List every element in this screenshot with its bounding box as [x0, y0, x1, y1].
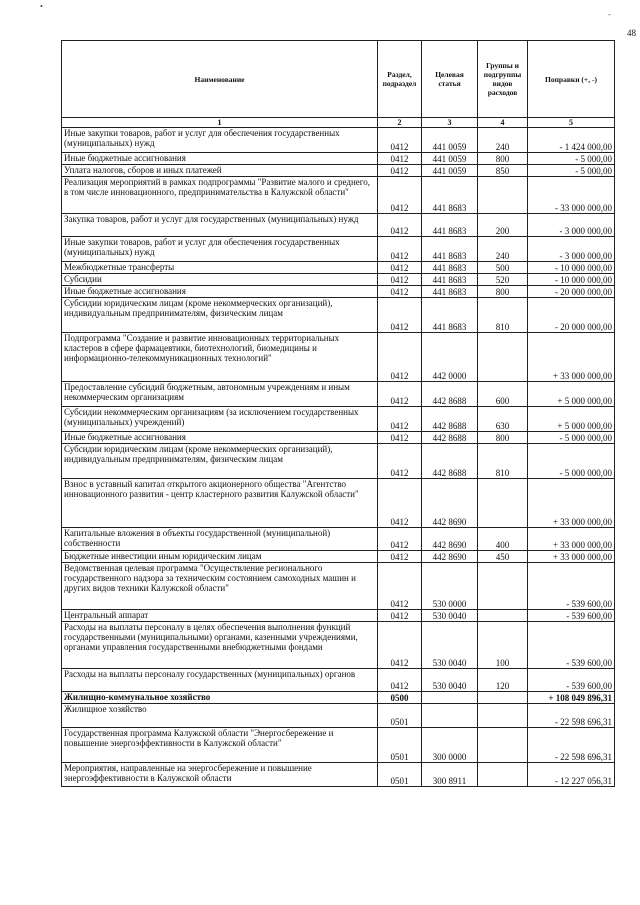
cell-name: Субсидии: [62, 274, 378, 286]
column-number: 3: [422, 118, 478, 128]
cell-name: Взнос в уставный капитал открытого акционерного общества "Агентство инновационного развития - центр кластерного развития Калужской области": [62, 479, 378, 528]
cell-group: 600: [478, 382, 528, 407]
cell-group: 200: [478, 214, 528, 237]
cell-amount: - 539 600,00: [528, 669, 615, 692]
table-row: [62, 763, 615, 787]
cell-article: 441 8683: [422, 237, 478, 262]
cell-name: Субсидии некоммерческим организациям (за исключением государственных (муниципальных) учреждений): [62, 407, 378, 432]
cell-article: 441 8683: [422, 262, 478, 274]
table-row: [62, 153, 615, 165]
cell-article: 441 0059: [422, 165, 478, 177]
cell-amount: + 33 000 000,00: [528, 551, 615, 563]
cell-article: 442 8690: [422, 551, 478, 563]
cell-group: [478, 610, 528, 622]
cell-section: 0412: [378, 153, 422, 165]
cell-article: 530 0040: [422, 610, 478, 622]
table-row: [62, 237, 615, 262]
cell-amount: + 33 000 000,00: [528, 479, 615, 528]
cell-section: 0412: [378, 237, 422, 262]
table-row: [62, 563, 615, 610]
table-row: [62, 692, 615, 704]
cell-group: [478, 177, 528, 214]
cell-name: Бюджетные инвестиции иным юридическим лицам: [62, 551, 378, 563]
column-number-row: [62, 118, 615, 128]
cell-group: [478, 704, 528, 728]
cell-name: Субсидии юридическим лицам (кроме некоммерческих организаций), индивидуальным предпринимателям, физическим лицам: [62, 298, 378, 333]
cell-article: 441 0059: [422, 153, 478, 165]
cell-article: 441 8683: [422, 298, 478, 333]
cell-section: 0412: [378, 444, 422, 479]
cell-article: 300 0000: [422, 728, 478, 763]
cell-section: 0412: [378, 286, 422, 298]
page-number: 48: [627, 28, 636, 38]
cell-group: 810: [478, 444, 528, 479]
table-row: [62, 274, 615, 286]
cell-article: 300 8911: [422, 763, 478, 787]
cell-amount: - 5 000 000,00: [528, 432, 615, 444]
table-row: [62, 333, 615, 382]
table-row: [62, 432, 615, 444]
cell-amount: - 3 000 000,00: [528, 237, 615, 262]
cell-group: 520: [478, 274, 528, 286]
cell-article: 530 0040: [422, 669, 478, 692]
cell-section: 0412: [378, 622, 422, 669]
cell-amount: - 10 000 000,00: [528, 274, 615, 286]
cell-amount: + 33 000 000,00: [528, 528, 615, 551]
cell-name: Межбюджетные трансферты: [62, 262, 378, 274]
column-number: 2: [378, 118, 422, 128]
cell-amount: - 1 424 000,00: [528, 128, 615, 153]
cell-article: 441 8683: [422, 274, 478, 286]
cell-amount: - 10 000 000,00: [528, 262, 615, 274]
table-row: [62, 479, 615, 528]
cell-amount: - 539 600,00: [528, 622, 615, 669]
cell-name: Иные бюджетные ассигнования: [62, 153, 378, 165]
cell-amount: - 3 000 000,00: [528, 214, 615, 237]
cell-article: [422, 704, 478, 728]
cell-section: 0412: [378, 333, 422, 382]
cell-section: 0412: [378, 165, 422, 177]
cell-amount: + 5 000 000,00: [528, 407, 615, 432]
cell-article: 530 0000: [422, 563, 478, 610]
cell-section: 0501: [378, 728, 422, 763]
cell-name: Иные бюджетные ассигнования: [62, 432, 378, 444]
table-row: [62, 165, 615, 177]
cell-name: Государственная программа Калужской области "Энергосбережение и повышение энергоэффективности в Калужской области": [62, 728, 378, 763]
cell-group: 500: [478, 262, 528, 274]
cell-amount: - 539 600,00: [528, 563, 615, 610]
cell-name: Подпрограмма "Создание и развитие инновационных территориальных кластеров в сфере фармацевтики, биотехнологий, биомедицины и информационно-телекоммуникационных технологий": [62, 333, 378, 382]
cell-name: Уплата налогов, сборов и иных платежей: [62, 165, 378, 177]
table-row: [62, 551, 615, 563]
cell-article: 442 8690: [422, 528, 478, 551]
cell-group: 120: [478, 669, 528, 692]
cell-group: [478, 479, 528, 528]
table-row: [62, 262, 615, 274]
cell-group: [478, 333, 528, 382]
cell-amount: - 33 000 000,00: [528, 177, 615, 214]
cell-section: 0412: [378, 177, 422, 214]
cell-article: 442 8688: [422, 444, 478, 479]
table-row: [62, 444, 615, 479]
cell-section: 0412: [378, 479, 422, 528]
cell-group: 400: [478, 528, 528, 551]
cell-amount: - 5 000,00: [528, 153, 615, 165]
table-row: [62, 298, 615, 333]
cell-group: 240: [478, 128, 528, 153]
cell-name: Ведомственная целевая программа "Осуществление регионального государственного надзора за техническим состоянием самоходных машин и других видов техники Калужской области": [62, 563, 378, 610]
cell-section: 0412: [378, 262, 422, 274]
cell-group: [478, 763, 528, 787]
cell-article: 441 8683: [422, 214, 478, 237]
cell-article: 442 8688: [422, 407, 478, 432]
table-row: [62, 407, 615, 432]
cell-name: Иные закупки товаров, работ и услуг для обеспечения государственных (муниципальных) нужд: [62, 128, 378, 153]
cell-section: 0412: [378, 214, 422, 237]
cell-section: 0412: [378, 528, 422, 551]
cell-section: 0501: [378, 763, 422, 787]
table-row: [62, 669, 615, 692]
cell-section: 0412: [378, 274, 422, 286]
cell-group: 630: [478, 407, 528, 432]
cell-amount: - 22 598 696,31: [528, 728, 615, 763]
cell-group: 800: [478, 286, 528, 298]
cell-amount: - 20 000 000,00: [528, 286, 615, 298]
cell-amount: - 12 227 056,31: [528, 763, 615, 787]
cell-article: 442 8690: [422, 479, 478, 528]
cell-amount: + 33 000 000,00: [528, 333, 615, 382]
cell-section: 0500: [378, 692, 422, 704]
scan-speck: ‐: [608, 10, 611, 19]
cell-article: [422, 692, 478, 704]
table-row: [62, 704, 615, 728]
column-number: 4: [478, 118, 528, 128]
cell-article: 530 0040: [422, 622, 478, 669]
cell-group: 850: [478, 165, 528, 177]
table-row: [62, 286, 615, 298]
cell-name: Закупка товаров, работ и услуг для государственных (муниципальных) нужд: [62, 214, 378, 237]
cell-amount: + 108 049 896,31: [528, 692, 615, 704]
cell-article: 441 8683: [422, 286, 478, 298]
column-number: 1: [62, 118, 378, 128]
header-name: Наименование: [62, 41, 378, 118]
cell-group: [478, 728, 528, 763]
cell-name: Жилищное хозяйство: [62, 704, 378, 728]
cell-amount: - 22 598 696,31: [528, 704, 615, 728]
column-number: 5: [528, 118, 615, 128]
cell-name: Жилищно-коммунальное хозяйство: [62, 692, 378, 704]
scan-speck: •: [40, 2, 43, 11]
cell-section: 0412: [378, 669, 422, 692]
budget-amendments-table: [61, 40, 615, 787]
cell-amount: - 20 000 000,00: [528, 298, 615, 333]
cell-article: 441 0059: [422, 128, 478, 153]
header-amendments: Поправки (+, -): [528, 41, 615, 118]
cell-group: 240: [478, 237, 528, 262]
header-groups: Группы и подгруппы видов расходов: [478, 41, 528, 118]
cell-section: 0412: [378, 432, 422, 444]
cell-section: 0412: [378, 407, 422, 432]
table-body: [62, 128, 615, 787]
cell-article: 441 8683: [422, 177, 478, 214]
cell-article: 442 8688: [422, 382, 478, 407]
cell-group: 800: [478, 153, 528, 165]
cell-amount: - 5 000,00: [528, 165, 615, 177]
cell-section: 0501: [378, 704, 422, 728]
table-row: [62, 610, 615, 622]
cell-section: 0412: [378, 298, 422, 333]
cell-group: [478, 692, 528, 704]
cell-article: 442 8688: [422, 432, 478, 444]
cell-group: [478, 563, 528, 610]
cell-section: 0412: [378, 551, 422, 563]
cell-section: 0412: [378, 382, 422, 407]
cell-amount: + 5 000 000,00: [528, 382, 615, 407]
cell-name: Субсидии юридическим лицам (кроме некоммерческих организаций), индивидуальным предпринимателям, физическим лицам: [62, 444, 378, 479]
cell-name: Центральный аппарат: [62, 610, 378, 622]
cell-article: 442 0000: [422, 333, 478, 382]
table-row: [62, 728, 615, 763]
cell-name: Иные закупки товаров, работ и услуг для обеспечения государственных (муниципальных) нужд: [62, 237, 378, 262]
cell-name: Расходы на выплаты персоналу государственных (муниципальных) органов: [62, 669, 378, 692]
cell-name: Предоставление субсидий бюджетным, автономным учреждениям и иным некоммерческим организациям: [62, 382, 378, 407]
cell-name: Мероприятия, направленные на энергосбережение и повышение энергоэффективности в Калужской области: [62, 763, 378, 787]
cell-name: Расходы на выплаты персоналу в целях обеспечения выполнения функций государственными (муниципальными) органами, казенными учреждениями, органами управления государственными внебюджетными фондами: [62, 622, 378, 669]
table-row: [62, 622, 615, 669]
cell-amount: - 5 000 000,00: [528, 444, 615, 479]
table-row: [62, 528, 615, 551]
cell-section: 0412: [378, 563, 422, 610]
table-row: [62, 177, 615, 214]
table-row: [62, 382, 615, 407]
cell-amount: - 539 600,00: [528, 610, 615, 622]
cell-group: 810: [478, 298, 528, 333]
cell-group: 800: [478, 432, 528, 444]
cell-group: 100: [478, 622, 528, 669]
table-row: [62, 128, 615, 153]
header-section: Раздел, подраздел: [378, 41, 422, 118]
cell-section: 0412: [378, 128, 422, 153]
cell-section: 0412: [378, 610, 422, 622]
cell-name: Капитальные вложения в объекты государственной (муниципальной) собственности: [62, 528, 378, 551]
header-article: Целевая статья: [422, 41, 478, 118]
table-row: [62, 214, 615, 237]
cell-name: Реализация мероприятий в рамках подпрограммы "Развитие малого и среднего, в том числе инновационного, предпринимательства в Калужской области": [62, 177, 378, 214]
table-header-row: [62, 41, 615, 118]
cell-group: 450: [478, 551, 528, 563]
cell-name: Иные бюджетные ассигнования: [62, 286, 378, 298]
